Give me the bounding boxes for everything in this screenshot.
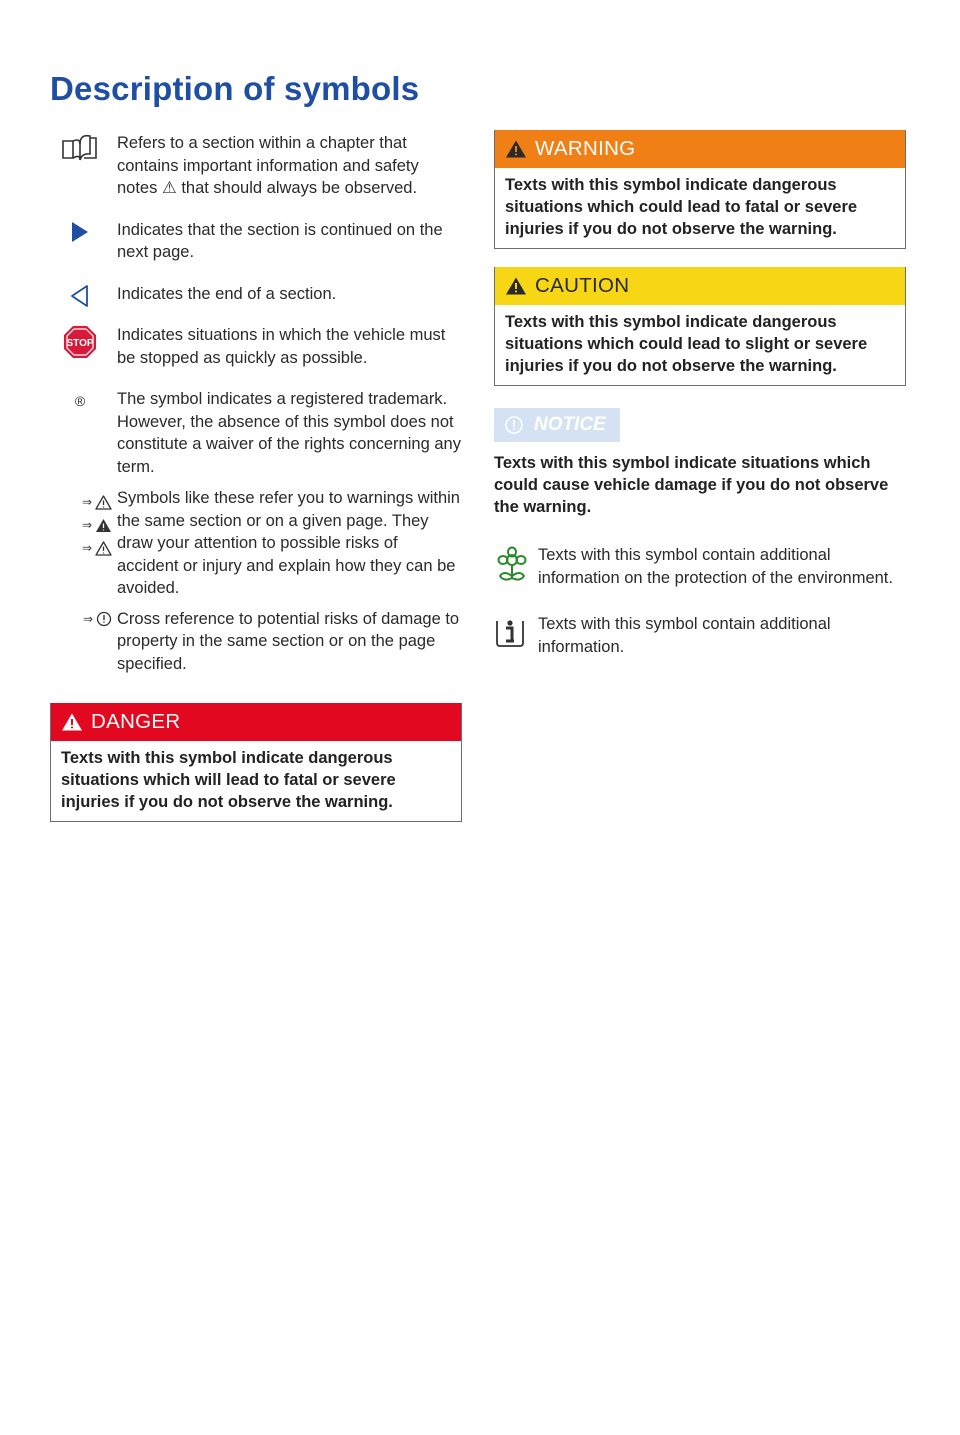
symbol-description: The symbol indicates a registered trademark. However, the absence of this symbol does not constitute a waiver of the rights concerning any term. xyxy=(117,390,461,476)
symbol-row-notice-ref xyxy=(50,608,462,676)
symbol-description: Indicates that the section is continued on the next page. xyxy=(117,220,443,261)
warning-outline-icon xyxy=(95,541,112,556)
warning-reference-icons xyxy=(50,491,112,560)
caution-box xyxy=(494,267,906,386)
symbol-row-warning-refs xyxy=(50,487,462,600)
symbol-row-registered xyxy=(50,388,462,478)
caution-header xyxy=(495,267,905,305)
warning-outline-icon xyxy=(95,495,112,510)
messages-column xyxy=(494,130,906,682)
warning-text: Texts with this symbol indicate dangerous situations which could lead to fatal or severe injuries if you do not observe the warning. xyxy=(505,176,858,238)
warning-triangle-icon xyxy=(505,139,527,159)
end-of-section-icon xyxy=(50,283,110,329)
environment-flower-icon xyxy=(494,546,530,590)
ref-arrow: ⇒ xyxy=(81,518,92,533)
ref-arrow: ⇒ xyxy=(81,495,92,510)
symbol-row-book xyxy=(50,132,462,200)
caution-label: CAUTION xyxy=(535,274,630,297)
caution-text: Texts with this symbol indicate dangerous situations which could lead to slight or severe injuries if you do not observe the warning. xyxy=(505,313,868,375)
registered-trademark-icon xyxy=(50,388,110,436)
symbol-description: Cross reference to potential risks of damage to property in the same section or on the page specified. xyxy=(117,609,460,673)
warning-triangle-icon xyxy=(61,712,83,732)
danger-label: DANGER xyxy=(91,710,181,733)
notice-circle-icon xyxy=(504,415,524,435)
danger-text: Texts with this symbol indicate dangerous situations which will lead to fatal or severe injuries if you do not observe the warning. xyxy=(61,749,396,811)
danger-box xyxy=(50,703,462,822)
symbols-column xyxy=(50,132,462,850)
info-note xyxy=(494,613,906,658)
symbol-description: Symbols like these refer you to warnings within the same section or on a given page. They draw your attention to possible risks of accident or injury and explain how they can be avoided. xyxy=(117,489,460,597)
symbol-description: Refers to a section within a chapter that contains important information and safety notes ⚠ that should always be observed. xyxy=(117,134,419,197)
warning-header xyxy=(495,130,905,168)
danger-header xyxy=(51,703,461,741)
registered-mark: ® xyxy=(74,393,86,409)
notice-header xyxy=(494,408,620,442)
symbol-row-end xyxy=(50,283,462,306)
notice-label: NOTICE xyxy=(534,414,606,435)
warning-box xyxy=(494,130,906,249)
stop-sign-label: STOP xyxy=(66,338,94,349)
ref-arrow: ⇒ xyxy=(81,541,92,556)
environment-text: Texts with this symbol contain additional information on the protection of the environment. xyxy=(538,546,893,587)
continue-arrow-icon xyxy=(50,219,110,265)
ref-arrow: ⇒ xyxy=(82,611,93,626)
environment-note xyxy=(494,544,906,589)
symbol-description: Indicates situations in which the vehicle must be stopped as quickly as possible. xyxy=(117,326,446,367)
book-reference-icon xyxy=(50,132,110,178)
notice-circle-icon xyxy=(96,611,112,627)
page-title: Description of symbols xyxy=(50,70,420,107)
symbol-row-continue xyxy=(50,219,462,264)
symbol-description: Indicates the end of a section. xyxy=(117,284,337,303)
notice-reference-icon xyxy=(50,608,112,631)
notice-text: Texts with this symbol indicate situations which could cause vehicle damage if you do not observe the warning. xyxy=(494,454,889,516)
symbol-row-stop xyxy=(50,324,462,369)
stop-sign-icon xyxy=(50,324,110,370)
warning-triangle-icon xyxy=(505,276,527,296)
warning-label: WARNING xyxy=(535,137,636,160)
info-text: Texts with this symbol contain additional information. xyxy=(538,615,831,656)
warning-filled-icon xyxy=(95,518,112,533)
info-icon xyxy=(494,615,530,659)
